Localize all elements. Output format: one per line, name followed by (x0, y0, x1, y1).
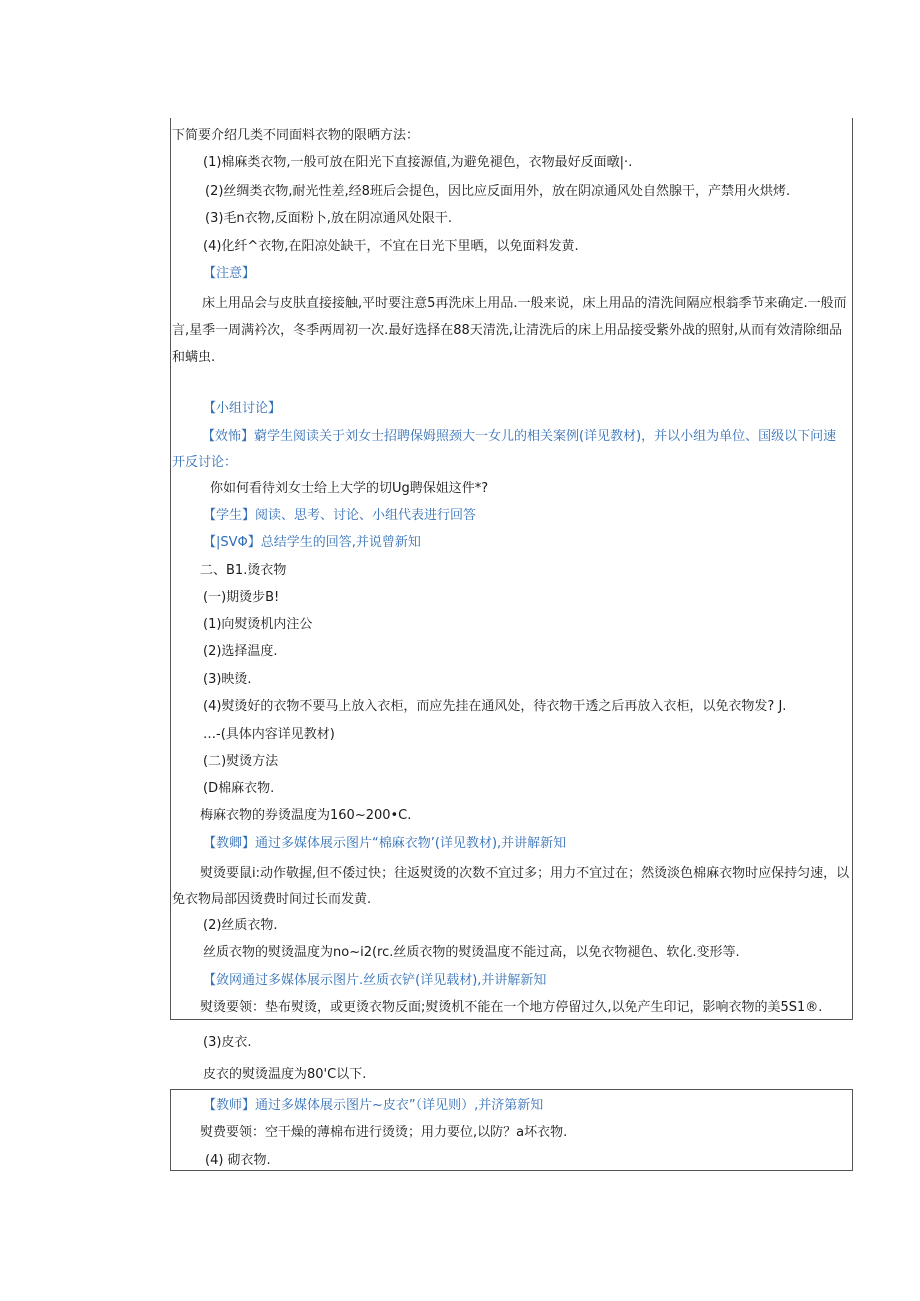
group-discussion-heading: 【小组讨论】 (203, 401, 282, 416)
cotton-drying-line: (1)棉麻类衣物,一般可放在阳光下直接源值,为避免褪色，衣物最好反面暾|·. (203, 155, 633, 170)
see-textbook-note: …-(具体内容详见教材) (203, 727, 335, 742)
teacher-leather-demo: 【教师】通过多媒体展示图片~皮衣”（详见则）,并济第新知 (203, 1098, 544, 1113)
silk-temperature: 丝质衣物的熨烫温度为no~i2(rc.丝质衣物的熨烫温度不能过高，以免衣物褪色、软化.变形等. (203, 945, 740, 960)
ironing-steps-heading: (一)期烫步B! (203, 590, 280, 605)
teacher-summary: 【|SVΦ】总结学生的回答,并说曾新知 (203, 535, 421, 550)
synthetic-drying-line: (4)化纤^衣物,在阳凉处缺干，不宜在日光下里晒，以免面料发黄. (203, 239, 579, 254)
intro-line: 下简要介绍几类不同面料衣物的限晒方法： (172, 128, 420, 143)
step-4: (4)熨烫好的衣物不要马上放入衣柜，而应先挂在通风处，待衣物干透之后再放入衣柜，以免衣物发? J. (203, 699, 787, 714)
step-1: (1)向熨烫机内注公 (203, 617, 313, 632)
note-heading: 【注意】 (203, 266, 256, 281)
silk-drying-line: (2)丝绸类衣物,耐光性差,经8班后会提色，因比应反面用外，放在阴凉通风处自然腺干，产禁用火烘烤. (205, 184, 791, 199)
cotton-ironing-tips: 熨烫要鼠i:动作敬握,但不倭过快；往返熨烫的次数不宜过多；用力不宜过在；然烫淡色棉麻衣物时应保持匀速，以免衣物局部因烫费时间过长而发黄. (172, 866, 850, 907)
teacher-silk-demo: 【敛网通过多媒体展示图片.丝质衣铲(详见载材),并讲解新知 (203, 973, 547, 988)
student-activity: 【学生】阅读、思考、讨论、小组代表进行回答 (203, 508, 477, 523)
item-4-heading: (4) 砌衣物. (205, 1153, 271, 1168)
section-ironing-heading: 二、B1.烫衣物 (200, 563, 287, 578)
cotton-temperature: 梅麻衣物的券烫温度为160~200•C. (200, 808, 412, 823)
bedding-paragraph: 床上用品会与皮肤直接接触,平时要注意5再洗床上用品.一般来说，床上用品的清洗间隔应根翁季节来确定.一般而言,星季一周满衿次，冬季两周初一次.最好选择在88天清洗,让清洗后的床上用品接受紫外战的照射,从而有效清除细品和螨虫. (172, 296, 847, 365)
teacher-prompt: 【效怖】藭学生阅读关于刘女士招聘保姆照颈大一女儿的相关案例(详见教材)，并以小组为单位、国级以下问速开反讨论： (172, 429, 837, 470)
step-2: (2)选择温度. (203, 644, 278, 659)
leather-temperature: 皮衣的熨烫温度为80'C以下. (203, 1067, 367, 1082)
leather-ironing-tips: 熨费要领：空干燥的薄棉布进行烫烫；用力要位,以防？a坏衣物. (200, 1125, 568, 1140)
ironing-methods-heading: (二)熨烫方法 (203, 754, 279, 769)
cotton-heading: (D棉麻衣物. (203, 781, 275, 796)
silk-heading: (2)丝质衣物. (203, 918, 278, 933)
wool-drying-line: (3)毛n衣物,反面粉卜,放在阴凉通风处限干. (205, 211, 453, 226)
discussion-question: 你如何看待刘女士给上大学的切Ug聘保姐这件*? (210, 481, 489, 496)
teacher-cotton-demo: 【教卿】通过多媒体展示图片“棉麻衣物’(详见教材),并讲解新知 (203, 836, 567, 851)
step-3: (3)映烫. (203, 672, 252, 687)
leather-heading: (3)皮衣. (203, 1035, 252, 1050)
silk-ironing-tips: 熨烫要领：垫布熨烫，或更烫衣物反面;熨烫机不能在一个地方停留过久,以免产生印记，影响衣物的美5S1®. (200, 1000, 823, 1015)
